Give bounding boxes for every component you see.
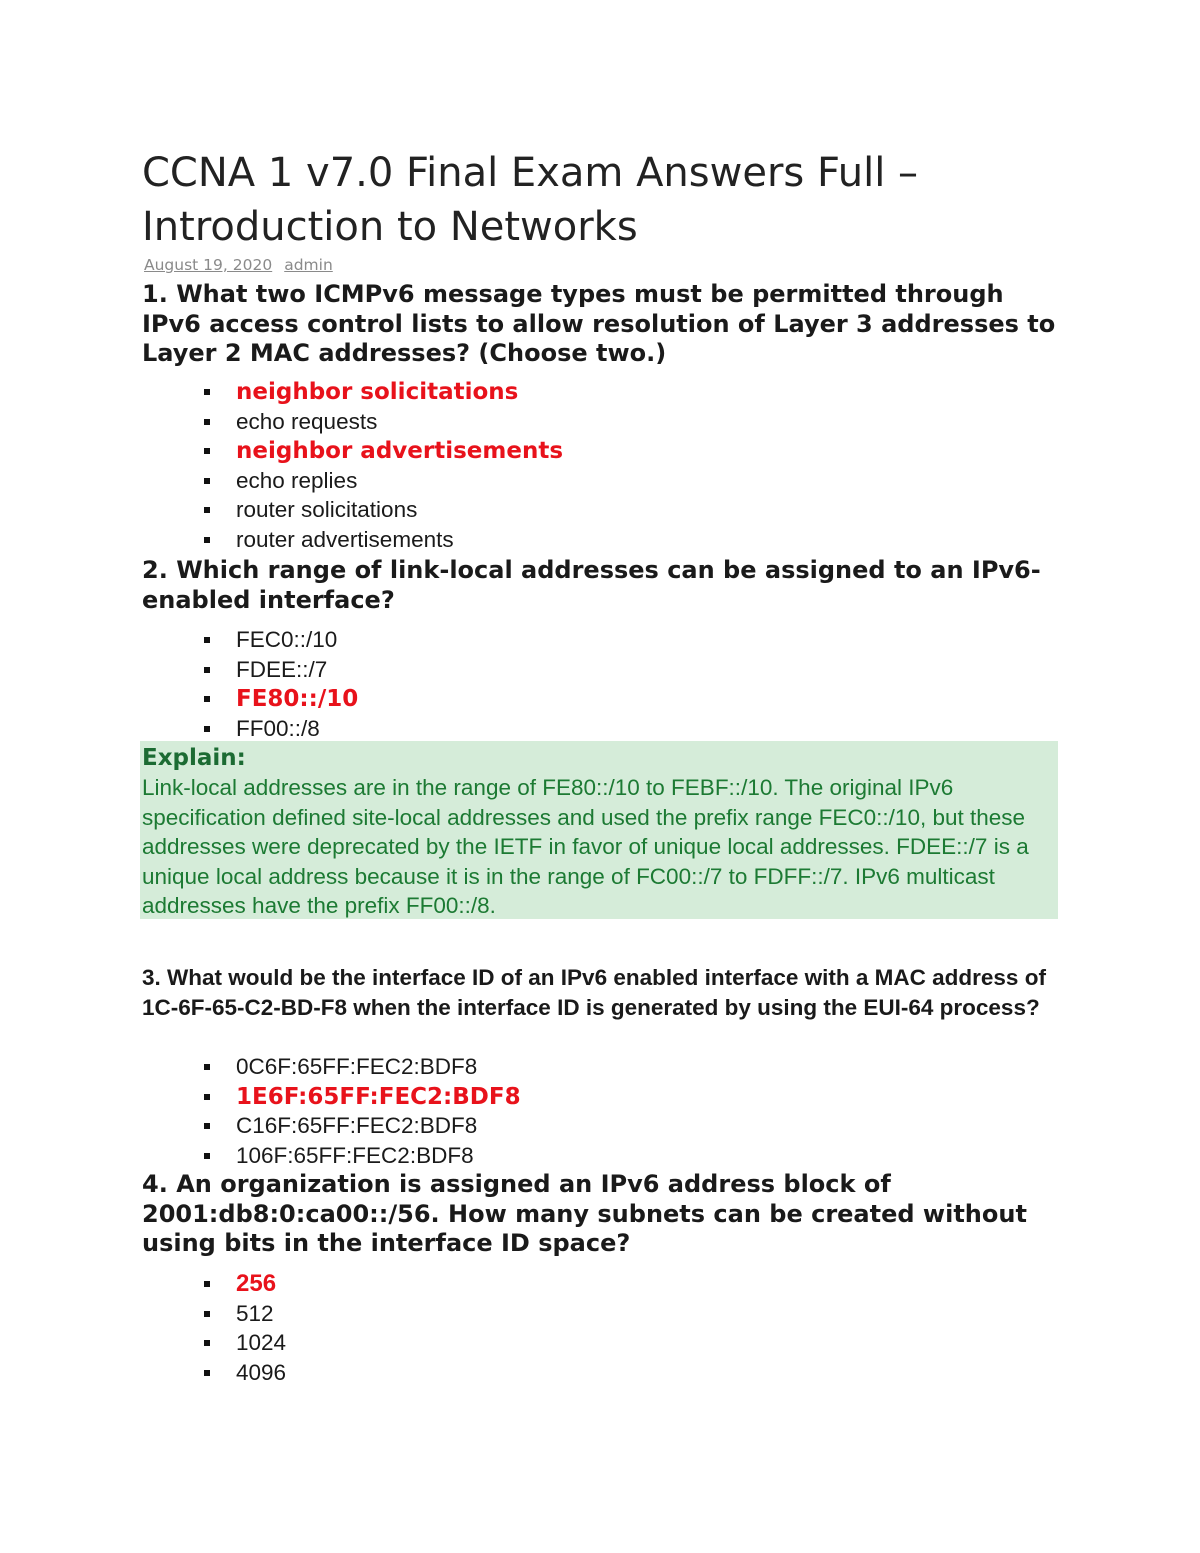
option-text: FDEE::/7 <box>236 656 328 682</box>
bullet-icon <box>204 696 210 702</box>
question-number: 3. <box>142 965 161 990</box>
bullet-icon <box>204 419 210 425</box>
bullet-icon <box>204 1311 210 1317</box>
list-item <box>142 684 358 714</box>
explanation-text: Link-local addresses are in the range of FE80::/10 to FEBF::/10. The original IPv6 specification defined site-local addresses and used the prefix range FEC0::/10, but these addresses were deprecated by the IETF in favor of unique local addresses. FDEE::/7 is a unique local address because it is in the range of FC00::/7 to FDFF::/7. IPv6 multicast addresses have the prefix FF00::/8. <box>142 775 1029 918</box>
bullet-icon <box>204 726 210 732</box>
option-text: FF00::/8 <box>236 715 320 741</box>
list-item <box>142 625 358 655</box>
option-text: router solicitations <box>236 497 418 523</box>
question-4 <box>142 1170 1060 1259</box>
option-text: FE80::/10 <box>236 686 359 713</box>
option-text: neighbor solicitations <box>236 379 519 405</box>
list-item <box>142 377 563 407</box>
option-text: 0C6F:65FF:FEC2:BDF8 <box>236 1054 478 1079</box>
option-text: FEC0::/10 <box>236 627 338 652</box>
option-text: neighbor advertisements <box>236 438 564 465</box>
option-text: router advertisements <box>236 526 454 552</box>
question-1 <box>142 280 1060 369</box>
question-text: What two ICMPv6 message types must be permitted through IPv6 access control lists to allow resolution of Layer 3 addresses to Layer 2 MAC addresses? (Choose two.) <box>142 280 1056 367</box>
list-item <box>142 1111 521 1141</box>
option-text: 106F:65FF:FEC2:BDF8 <box>236 1142 474 1168</box>
bullet-icon <box>204 1340 210 1346</box>
list-item <box>142 495 563 525</box>
question-text: What would be the interface ID of an IPv6 enabled interface with a MAC address of 1C-6F-65-C2-BD-F8 when the interface ID is generated by using the EUI-64 process? <box>142 965 1046 1020</box>
list-item <box>142 1328 286 1358</box>
option-text: 256 <box>236 1270 277 1297</box>
bullet-icon <box>204 448 210 454</box>
bullet-icon <box>204 507 210 513</box>
bullet-icon <box>204 537 210 543</box>
list-item <box>142 525 563 555</box>
list-item <box>142 1052 521 1082</box>
option-text: 4096 <box>236 1359 287 1385</box>
option-text: 512 <box>236 1300 274 1326</box>
bullet-icon <box>204 478 210 484</box>
bullet-icon <box>204 389 210 395</box>
bullet-icon <box>204 1123 210 1129</box>
question-2-options <box>142 625 358 743</box>
list-item <box>142 1269 286 1299</box>
explanation-box <box>140 741 1058 919</box>
list-item <box>142 655 358 685</box>
explanation-label: Explain: <box>142 745 246 771</box>
option-text: echo replies <box>236 467 358 493</box>
list-item <box>142 1358 286 1388</box>
bullet-icon <box>204 1064 210 1070</box>
question-2 <box>142 556 1060 615</box>
list-item <box>142 407 563 437</box>
option-text: echo requests <box>236 408 378 434</box>
question-number: 1. <box>142 280 168 308</box>
bullet-icon <box>204 1370 210 1376</box>
question-4-options <box>142 1269 286 1387</box>
question-3 <box>142 963 1060 1023</box>
option-text: 1E6F:65FF:FEC2:BDF8 <box>236 1083 521 1110</box>
bullet-icon <box>204 1094 210 1100</box>
list-item <box>142 714 358 744</box>
list-item <box>142 466 563 496</box>
post-author[interactable]: admin <box>284 256 333 274</box>
list-item <box>142 1082 521 1112</box>
list-item <box>142 1141 521 1171</box>
question-number: 4. <box>142 1170 168 1198</box>
question-text: Which range of link-local addresses can be assigned to an IPv6-enabled interface? <box>142 556 1041 614</box>
question-number: 2. <box>142 556 168 584</box>
option-text: 1024 <box>236 1330 287 1356</box>
list-item <box>142 436 563 466</box>
option-text: C16F:65FF:FEC2:BDF8 <box>236 1113 478 1139</box>
bullet-icon <box>204 1281 210 1287</box>
question-text: An organization is assigned an IPv6 address block of 2001:db8:0:ca00::/56. How many subnets can be created without using bits in the interface ID space? <box>142 1170 1027 1257</box>
bullet-icon <box>204 667 210 673</box>
bullet-icon <box>204 1153 210 1159</box>
list-item <box>142 1299 286 1329</box>
page-title: CCNA 1 v7.0 Final Exam Answers Full – Introduction to Networks <box>142 150 919 250</box>
question-3-options <box>142 1052 521 1170</box>
question-1-options <box>142 377 563 555</box>
post-date[interactable]: August 19, 2020 <box>144 256 273 274</box>
bullet-icon <box>204 637 210 643</box>
post-meta <box>144 256 333 274</box>
